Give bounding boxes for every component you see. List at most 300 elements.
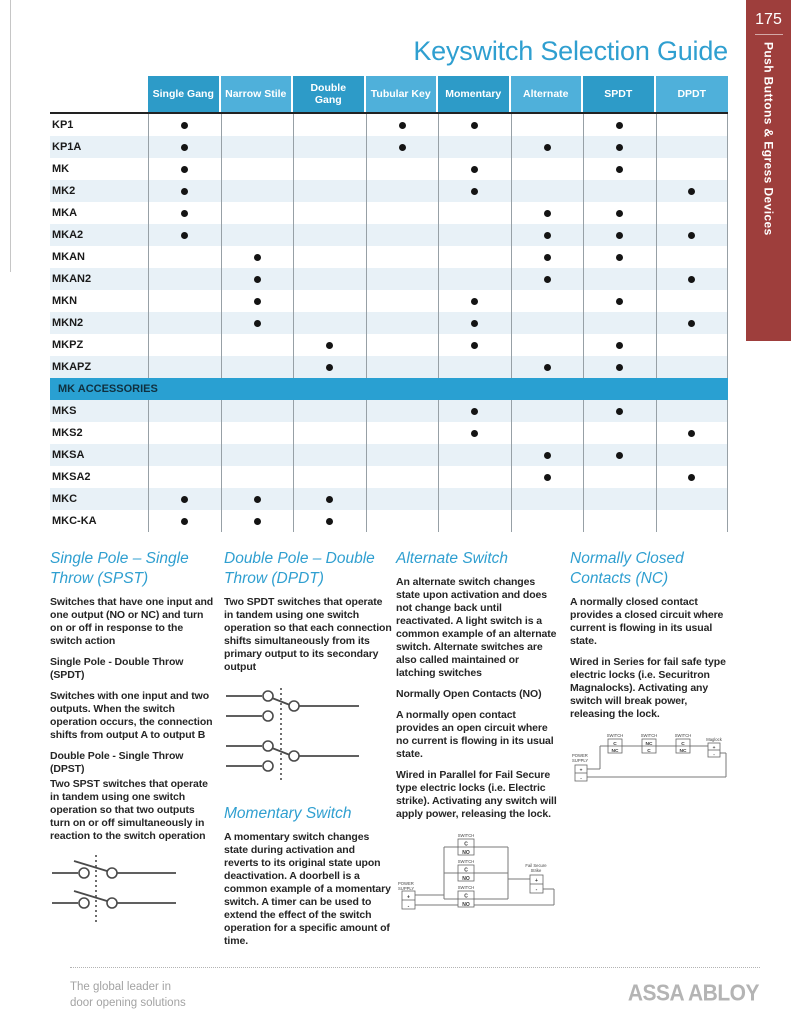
feature-dot <box>471 408 478 415</box>
feature-dot <box>616 364 623 371</box>
power-label2: SUPPLY <box>398 886 415 892</box>
table-cell <box>293 444 366 466</box>
feature-dot <box>544 364 551 371</box>
feature-dot <box>471 430 478 437</box>
contact-c: C <box>647 748 651 754</box>
table-cell <box>366 202 439 224</box>
row-label: MKPZ <box>52 339 84 351</box>
terminal-plus: + <box>407 894 410 901</box>
table-cell <box>511 488 584 510</box>
feature-dot <box>688 232 695 239</box>
table-cell <box>511 444 584 466</box>
dpdt-heading: Double Pole – Double Throw (DPDT) <box>224 550 375 587</box>
table-cell <box>366 246 439 268</box>
column-header: Momentary <box>438 76 511 112</box>
feature-dot <box>254 496 261 503</box>
table-cell <box>583 202 656 224</box>
contact-no: NO <box>462 875 470 882</box>
tagline-line1: The global leader in <box>70 981 172 993</box>
feature-dot <box>616 166 623 173</box>
table-cell <box>438 246 511 268</box>
table-cell <box>511 510 584 532</box>
contact-c: C <box>681 741 685 747</box>
nc-series-wiring-diagram <box>570 729 735 801</box>
table-cell <box>366 136 439 158</box>
table-cell <box>656 356 729 378</box>
table-cell <box>148 268 221 290</box>
feature-dot <box>254 320 261 327</box>
table-body-main <box>50 114 728 378</box>
feature-dot <box>326 364 333 371</box>
feature-dot <box>544 276 551 283</box>
dpdt-switch-diagram <box>224 682 384 788</box>
feature-dot <box>181 496 188 503</box>
table-cell <box>366 158 439 180</box>
contact-no: NO <box>462 901 470 908</box>
table-cell <box>366 290 439 312</box>
page-number: 175 <box>755 11 782 28</box>
table-row <box>50 444 728 466</box>
table-row <box>50 224 728 246</box>
contact-no: NO <box>462 849 470 856</box>
table-cell <box>148 444 221 466</box>
table-cell <box>293 400 366 422</box>
switch-label: SWITCH <box>640 732 658 738</box>
table-cell <box>656 290 729 312</box>
table-cell <box>366 224 439 246</box>
table-cell <box>656 510 729 532</box>
table-cell <box>656 114 729 136</box>
table-cell <box>221 466 294 488</box>
table-cell <box>221 180 294 202</box>
feature-dot <box>616 342 623 349</box>
terminal-plus: + <box>579 768 583 774</box>
table-body-accessories <box>50 400 728 532</box>
column-header: Narrow Stile <box>221 76 294 112</box>
table-cell <box>583 180 656 202</box>
table-cell <box>293 114 366 136</box>
table-cell <box>583 466 656 488</box>
column-header: SPDT <box>583 76 656 112</box>
table-cell <box>438 422 511 444</box>
table-cell <box>656 180 729 202</box>
page-edge-line <box>10 0 11 272</box>
table-cell <box>293 224 366 246</box>
feature-dot <box>181 210 188 217</box>
table-cell <box>148 136 221 158</box>
no-subheading: Normally Open Contacts (NO) <box>396 687 542 700</box>
spdt-subheading: Single Pole - Double Throw (SPDT) <box>50 655 184 681</box>
table-cell <box>293 312 366 334</box>
device-label2: Strike <box>530 868 542 874</box>
table-cell <box>366 400 439 422</box>
row-label: MKSA <box>52 449 85 461</box>
spdt-paragraph: Switches with one input and two outputs. When the switch operation occurs, the connection shifts from output A to output B <box>50 689 213 741</box>
table-cell <box>656 422 729 444</box>
table-cell <box>221 290 294 312</box>
table-cell <box>221 268 294 290</box>
spst-paragraph: Switches that have one input and one output (NO or NC) and turn on or off in response to the switch action <box>50 595 214 647</box>
table-row <box>50 114 728 136</box>
feature-dot <box>616 254 623 261</box>
page-title: Keyswitch Selection Guide <box>413 36 728 66</box>
table-cell <box>366 334 439 356</box>
alternate-paragraph: An alternate switch changes state upon activation and does not change back until reactivated. A light switch is a common example of an alternate switch. Alternate switches are also called maintained or latching switches <box>396 575 557 679</box>
table-cell <box>221 400 294 422</box>
table-cell <box>438 224 511 246</box>
feature-dot <box>616 122 623 129</box>
table-cell <box>293 202 366 224</box>
no-parallel-wiring-diagram <box>396 829 561 921</box>
table-cell <box>583 290 656 312</box>
table-cell <box>656 202 729 224</box>
feature-dot <box>544 452 551 459</box>
table-cell <box>366 422 439 444</box>
table-section-header <box>50 378 728 400</box>
table-cell <box>656 136 729 158</box>
table-cell <box>293 246 366 268</box>
table-cell <box>366 510 439 532</box>
table-cell <box>293 290 366 312</box>
table-cell <box>221 488 294 510</box>
table-cell <box>221 246 294 268</box>
table-cell <box>583 356 656 378</box>
table-cell <box>438 488 511 510</box>
table-row <box>50 400 728 422</box>
dpst-switch-diagram <box>50 851 210 929</box>
row-label: MKC <box>52 493 78 505</box>
table-row <box>50 422 728 444</box>
feature-dot <box>471 166 478 173</box>
feature-dot <box>254 276 261 283</box>
feature-dot <box>688 276 695 283</box>
tab-divider <box>755 34 783 35</box>
column-header: Double Gang <box>293 76 366 112</box>
feature-dot <box>688 474 695 481</box>
switch-label: SWITCH <box>457 885 475 891</box>
table-cell <box>293 356 366 378</box>
row-label: MKAPZ <box>52 361 92 373</box>
table-cell <box>148 290 221 312</box>
row-label: MKA2 <box>52 229 84 241</box>
table-cell <box>511 334 584 356</box>
table-cell <box>366 268 439 290</box>
assa-abloy-logo: ASSA ABLOY <box>627 980 759 1007</box>
nc-paragraph: A normally closed contact provides a closed circuit where current is flowing in its usual state. <box>570 595 724 647</box>
table-cell <box>148 114 221 136</box>
contact-nc: NC <box>679 748 687 754</box>
table-cell <box>221 202 294 224</box>
device-label: Maglock <box>706 736 722 742</box>
row-label: MKS2 <box>52 427 83 439</box>
table-cell <box>656 488 729 510</box>
table-cell <box>511 466 584 488</box>
table-cell <box>293 422 366 444</box>
dpst-subheading: Double Pole - Single Throw (DPST) <box>50 749 184 775</box>
no-wiring-paragraph: Wired in Parallel for Fail Secure type electric locks (i.e. Electric strike). Activating any switch will apply power, releasing the lock. <box>396 769 557 821</box>
table-cell <box>656 158 729 180</box>
table-row <box>50 510 728 532</box>
feature-dot <box>544 210 551 217</box>
table-cell <box>366 180 439 202</box>
power-label: POWER <box>398 881 414 887</box>
feature-dot <box>688 320 695 327</box>
row-label: MKSA2 <box>52 471 91 483</box>
row-label: MKN2 <box>52 317 84 329</box>
table-cell <box>221 444 294 466</box>
table-cell <box>148 356 221 378</box>
table-cell <box>221 114 294 136</box>
power-label: POWER <box>572 752 588 758</box>
feature-dot <box>181 518 188 525</box>
momentary-paragraph: A momentary switch changes state during activation and reverts to its original state upon deactivation. A doorbell is a common example of a momentary switch. A timer can be used to extend the effect of the switch operation for a specific amount of time. <box>224 830 391 947</box>
table-cell <box>583 246 656 268</box>
table-cell <box>148 158 221 180</box>
table-cell <box>583 422 656 444</box>
feature-dot <box>616 210 623 217</box>
table-cell <box>438 180 511 202</box>
table-cell <box>221 422 294 444</box>
table-row <box>50 334 728 356</box>
table-cell <box>583 158 656 180</box>
table-cell <box>438 290 511 312</box>
table-row <box>50 246 728 268</box>
table-cell <box>656 400 729 422</box>
section-alternate <box>396 549 560 921</box>
contact-nc: NC <box>611 748 619 754</box>
table-cell <box>511 312 584 334</box>
table-cell <box>511 224 584 246</box>
table-row <box>50 312 728 334</box>
row-label: MKN <box>52 295 78 307</box>
table-cell <box>148 312 221 334</box>
table-cell <box>583 224 656 246</box>
table-cell <box>148 180 221 202</box>
keyswitch-table <box>50 76 728 532</box>
no-paragraph: A normally open contact provides an open circuit where no current is flowing in its usual state. <box>396 708 554 761</box>
table-cell <box>438 444 511 466</box>
table-cell <box>221 356 294 378</box>
column-header: Single Gang <box>148 76 221 112</box>
footer-tagline <box>70 980 186 1011</box>
feature-dot <box>616 408 623 415</box>
section-nc <box>570 549 733 801</box>
alternate-heading: Alternate Switch <box>396 550 508 567</box>
table-cell <box>293 334 366 356</box>
table-cell <box>221 136 294 158</box>
nc-wiring-paragraph: Wired in Series for fail safe type electric locks (i.e. Securitron Magnalocks). Activating any switch will break power, releasing the lock. <box>570 655 726 720</box>
switch-label: SWITCH <box>457 859 475 865</box>
contact-c: C <box>464 867 468 874</box>
row-label: MK <box>52 163 70 175</box>
momentary-heading: Momentary Switch <box>224 804 352 822</box>
table-cell <box>583 334 656 356</box>
feature-dot <box>688 188 695 195</box>
section-header-label: MK ACCESSORIES <box>58 383 158 395</box>
table-cell <box>438 510 511 532</box>
table-row <box>50 466 728 488</box>
table-row <box>50 488 728 510</box>
section-spst <box>50 549 216 929</box>
feature-dot <box>544 474 551 481</box>
table-cell <box>366 466 439 488</box>
switch-label: SWITCH <box>674 732 692 738</box>
table-cell <box>656 444 729 466</box>
feature-dot <box>181 166 188 173</box>
feature-dot <box>181 188 188 195</box>
contact-nc: NC <box>645 741 653 747</box>
table-cell <box>511 356 584 378</box>
table-cell <box>148 510 221 532</box>
table-cell <box>438 136 511 158</box>
switch-label: SWITCH <box>606 732 624 738</box>
table-cell <box>511 136 584 158</box>
table-cell <box>438 466 511 488</box>
section-dpdt <box>224 549 392 956</box>
feature-dot <box>616 298 623 305</box>
terminal-minus: - <box>713 752 715 758</box>
table-cell <box>583 312 656 334</box>
feature-dot <box>471 122 478 129</box>
table-cell <box>221 158 294 180</box>
switch-label: SWITCH <box>457 833 475 839</box>
table-cell <box>511 114 584 136</box>
feature-dot <box>254 298 261 305</box>
table-cell <box>511 400 584 422</box>
table-cell <box>656 268 729 290</box>
feature-dot <box>688 430 695 437</box>
table-cell <box>656 312 729 334</box>
table-cell <box>221 334 294 356</box>
table-cell <box>148 202 221 224</box>
table-cell <box>148 466 221 488</box>
row-label: KP1 <box>52 119 74 131</box>
table-cell <box>511 290 584 312</box>
device-label: Fail Secure <box>525 863 547 869</box>
table-row <box>50 136 728 158</box>
table-cell <box>221 312 294 334</box>
table-cell <box>583 444 656 466</box>
table-cell <box>438 158 511 180</box>
feature-dot <box>326 342 333 349</box>
table-cell <box>293 268 366 290</box>
feature-dot <box>181 144 188 151</box>
row-label: MK2 <box>52 185 76 197</box>
table-cell <box>656 246 729 268</box>
table-cell <box>221 224 294 246</box>
table-cell <box>583 114 656 136</box>
table-cell <box>148 400 221 422</box>
nc-heading: Normally Closed Contacts (NC) <box>570 550 684 587</box>
terminal-minus: - <box>580 776 582 782</box>
table-cell <box>583 268 656 290</box>
table-cell <box>583 510 656 532</box>
table-cell <box>511 202 584 224</box>
table-cell <box>511 246 584 268</box>
dpdt-paragraph: Two SPDT switches that operate in tandem using one switch operation so that each connection shifts simultaneously from its primary output to its secondary output <box>224 595 392 673</box>
feature-dot <box>544 232 551 239</box>
table-cell <box>438 268 511 290</box>
feature-dot <box>181 232 188 239</box>
table-cell <box>366 488 439 510</box>
feature-dot <box>326 518 333 525</box>
table-cell <box>656 466 729 488</box>
feature-dot <box>254 254 261 261</box>
table-cell <box>656 224 729 246</box>
chapter-tab <box>746 0 791 341</box>
row-label: KP1A <box>52 141 82 153</box>
header-spacer <box>50 76 148 112</box>
table-cell <box>511 180 584 202</box>
table-cell <box>438 312 511 334</box>
table-cell <box>148 488 221 510</box>
feature-dot <box>181 122 188 129</box>
row-label: MKAN <box>52 251 85 263</box>
contact-c: C <box>464 893 468 900</box>
chapter-label: Push Buttons & Egress Devices <box>761 42 776 236</box>
feature-dot <box>616 144 623 151</box>
feature-dot <box>471 188 478 195</box>
feature-dot <box>471 298 478 305</box>
feature-dot <box>399 122 406 129</box>
feature-dot <box>399 144 406 151</box>
tagline-line2: door opening solutions <box>70 996 186 1009</box>
table-cell <box>583 400 656 422</box>
terminal-minus: - <box>535 887 538 894</box>
feature-dot <box>471 342 478 349</box>
table-cell <box>148 246 221 268</box>
table-cell <box>511 422 584 444</box>
table-cell <box>293 466 366 488</box>
column-header: DPDT <box>656 76 729 112</box>
feature-dot <box>471 320 478 327</box>
table-cell <box>148 224 221 246</box>
table-row <box>50 180 728 202</box>
terminal-minus: - <box>407 903 410 910</box>
contact-c: C <box>613 741 617 747</box>
table-cell <box>293 488 366 510</box>
contact-c: C <box>464 841 468 848</box>
table-cell <box>293 158 366 180</box>
terminal-plus: + <box>535 878 538 885</box>
table-cell <box>221 510 294 532</box>
table-row <box>50 356 728 378</box>
spst-heading: Single Pole – Single Throw (SPST) <box>50 550 189 587</box>
table-cell <box>438 114 511 136</box>
table-cell <box>656 334 729 356</box>
feature-dot <box>326 496 333 503</box>
footer-divider <box>70 967 760 968</box>
table-cell <box>511 268 584 290</box>
table-cell <box>293 180 366 202</box>
table-row <box>50 268 728 290</box>
column-header: Alternate <box>511 76 584 112</box>
feature-dot <box>544 144 551 151</box>
table-cell <box>148 334 221 356</box>
table-cell <box>366 356 439 378</box>
row-label: MKS <box>52 405 77 417</box>
table-cell <box>148 422 221 444</box>
feature-dot <box>254 518 261 525</box>
column-header: Tubular Key <box>366 76 439 112</box>
row-label: MKA <box>52 207 78 219</box>
table-cell <box>366 114 439 136</box>
table-cell <box>438 356 511 378</box>
table-cell <box>366 312 439 334</box>
table-cell <box>583 136 656 158</box>
power-label2: SUPPLY <box>572 757 589 763</box>
table-row <box>50 202 728 224</box>
